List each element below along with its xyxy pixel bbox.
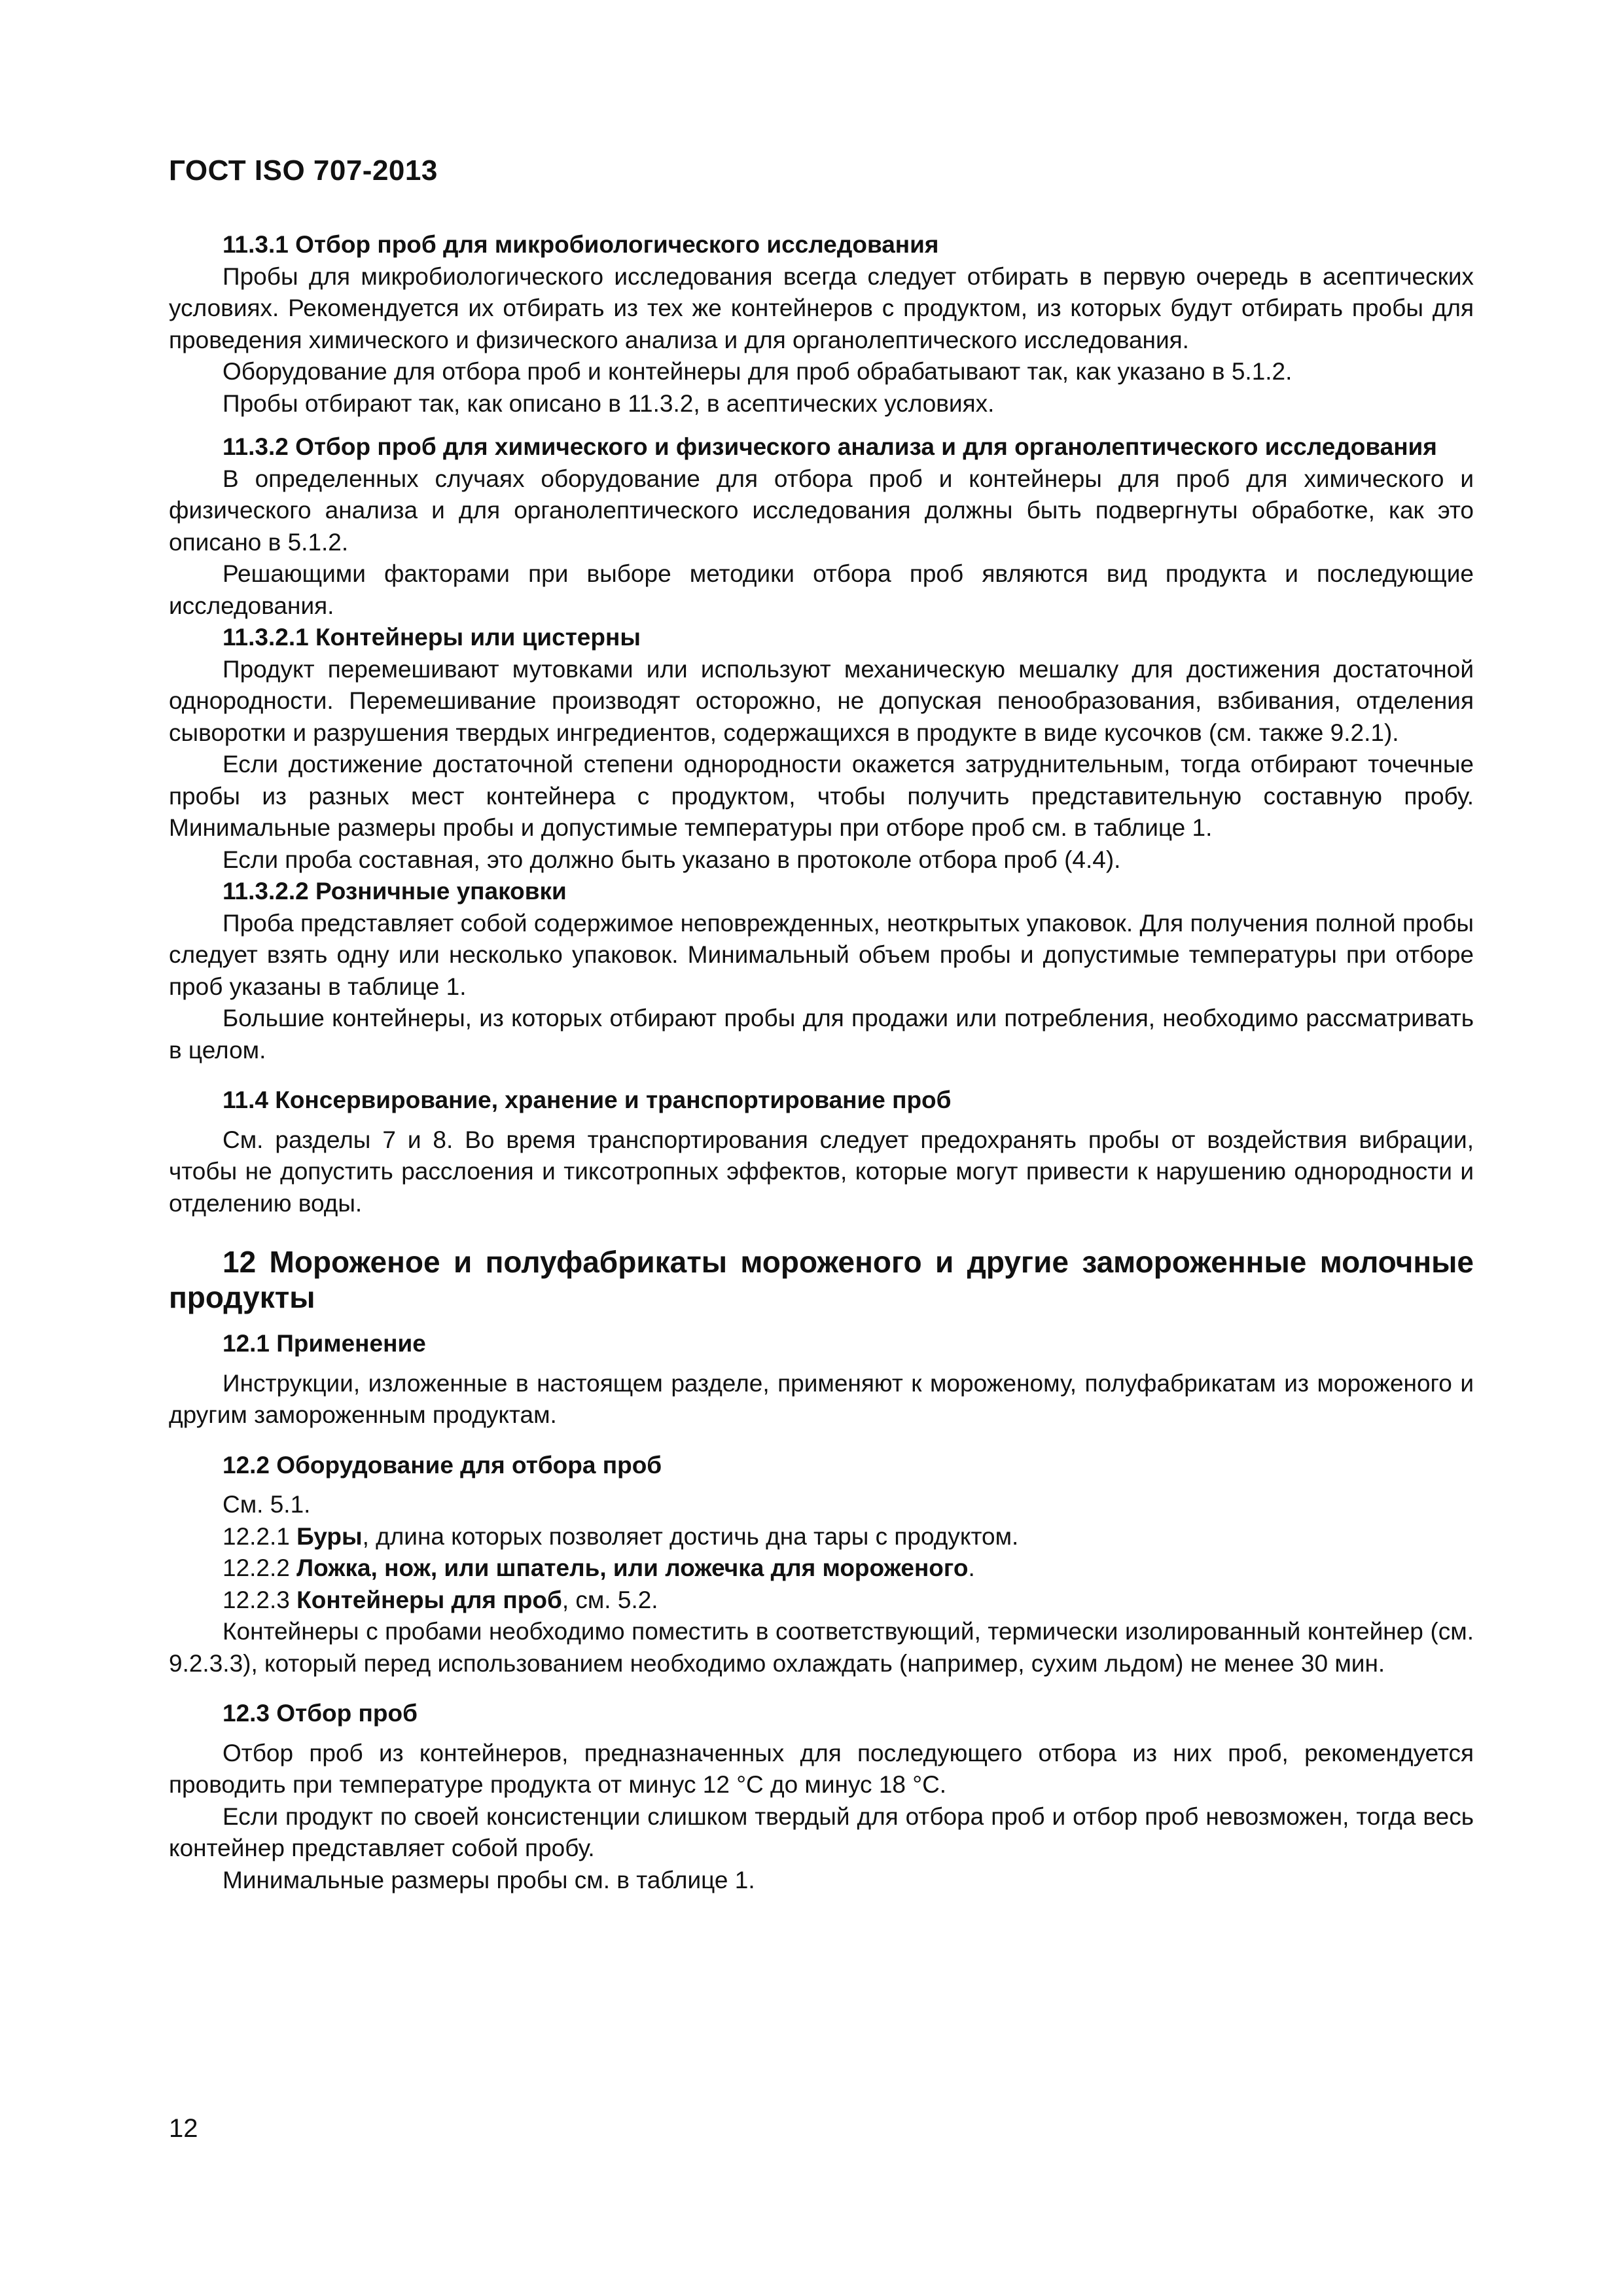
paragraph: В определенных случаях оборудование для отбора проб и контейнеры для проб для химического и физического анализа и для органолептического исследования должны быть подвергнуты обработке, как это описано в 5.1.2. xyxy=(169,465,1474,556)
paragraph: Минимальные размеры пробы см. в таблице 1. xyxy=(223,1866,755,1893)
section-11-3-1-heading: 11.3.1 Отбор проб для микробиологического исследования xyxy=(223,231,939,258)
section-11-3-2-heading: 11.3.2 Отбор проб для химического и физического анализа и для органолептического исследования xyxy=(223,433,1437,460)
list-item xyxy=(169,1521,1474,1553)
paragraph: Продукт перемешивают мутовками или используют механическую мешалку для достижения достаточной однородности. Перемешивание производят осторожно, не допуская пенообразования, взбивания, отделения сыворотки и разрушения твердых ингредиентов, содержащихся в продукте в виде кусочков (см. также 9.2.1). xyxy=(169,655,1474,746)
paragraph: Если продукт по своей консистенции слишком твердый для отбора проб и отбор проб невозможен, тогда весь контейнер представляет собой пробу. xyxy=(169,1803,1474,1861)
item-number: 12.2.1 xyxy=(223,1522,297,1550)
paragraph: Проба представляет собой содержимое неповрежденных, неоткрытых упаковок. Для получения полной пробы следует взять одну или несколько упаковок. Минимальный объем пробы и допустимые температуры при отборе проб указаны в таблице 1. xyxy=(169,909,1474,1000)
section-12-heading: 12 Мороженое и полуфабрикаты мороженого и другие замороженные молочные продукты xyxy=(169,1245,1474,1314)
section-11-4-heading: 11.4 Консервирование, хранение и транспортирование проб xyxy=(223,1086,952,1113)
paragraph: См. 5.1. xyxy=(223,1491,311,1518)
section-12-3-heading: 12.3 Отбор проб xyxy=(223,1700,418,1727)
paragraph: Пробы для микробиологического исследования всегда следует отбирать в первую очередь в асептических условиях. Рекомендуется их отбирать из тех же контейнеров с продуктом, из которых будут отбирать пробы для проведения химического и физического анализа и для органолептического исследования. xyxy=(169,262,1474,353)
paragraph: Большие контейнеры, из которых отбирают пробы для продажи или потребления, необходимо рассматривать в целом. xyxy=(169,1005,1474,1064)
document-header: ГОСТ ISO 707-2013 xyxy=(169,154,438,187)
document-body xyxy=(169,229,1474,1896)
paragraph: Оборудование для отбора проб и контейнеры для проб обрабатывают так, как указано в 5.1.2. xyxy=(223,358,1293,385)
item-number: 12.2.3 xyxy=(223,1586,297,1613)
section-12-1-heading: 12.1 Применение xyxy=(223,1330,426,1357)
paragraph: Если достижение достаточной степени однородности окажется затруднительным, тогда отбирают точечные пробы из разных мест контейнера с продуктом, чтобы получить представительную составную пробу. Минимальные размеры пробы и допустимые температуры при отборе проб см. в таблице 1. xyxy=(169,751,1474,841)
item-text: . xyxy=(968,1554,975,1581)
item-text: , длина которых позволяет достичь дна тары с продуктом. xyxy=(362,1522,1019,1550)
section-12-2-heading: 12.2 Оборудование для отбора проб xyxy=(223,1451,662,1479)
paragraph: Отбор проб из контейнеров, предназначенных для последующего отбора из них проб, рекомендуется проводить при температуре продукта от минус 12 °С до минус 18 °С. xyxy=(169,1739,1474,1798)
item-text: , см. 5.2. xyxy=(562,1586,658,1613)
paragraph: Решающими факторами при выборе методики отбора проб являются вид продукта и последующие исследования. xyxy=(169,560,1474,619)
paragraph: Пробы отбирают так, как описано в 11.3.2, в асептических условиях. xyxy=(223,389,995,417)
section-11-3-2-2-heading: 11.3.2.2 Розничные упаковки xyxy=(223,878,567,905)
list-item xyxy=(169,1585,1474,1617)
paragraph: Контейнеры с пробами необходимо поместить в соответствующий, термически изолированный контейнер (см. 9.2.3.3), который перед использованием необходимо охлаждать (например, сухим льдом) не менее 30 мин. xyxy=(169,1618,1474,1677)
section-11-3-2-1-heading: 11.3.2.1 Контейнеры или цистерны xyxy=(223,624,641,651)
page-number: 12 xyxy=(169,2114,198,2143)
item-term: Контейнеры для проб xyxy=(296,1586,562,1613)
item-number: 12.2.2 xyxy=(223,1554,297,1581)
item-term: Буры xyxy=(296,1522,363,1550)
item-term: Ложка, нож, или шпатель, или ложечка для мороженого xyxy=(296,1554,969,1581)
paragraph: Если проба составная, это должно быть указано в протоколе отбора проб (4.4). xyxy=(223,846,1121,873)
paragraph: См. разделы 7 и 8. Во время транспортирования следует предохранять пробы от воздействия вибрации, чтобы не допустить расслоения и тиксотропных эффектов, которые могут привести к нарушению однородности и отделению воды. xyxy=(169,1126,1474,1217)
paragraph: Инструкции, изложенные в настоящем разделе, применяют к мороженому, полуфабрикатам из мороженого и другим замороженным продуктам. xyxy=(169,1369,1474,1428)
list-item xyxy=(169,1552,1474,1585)
